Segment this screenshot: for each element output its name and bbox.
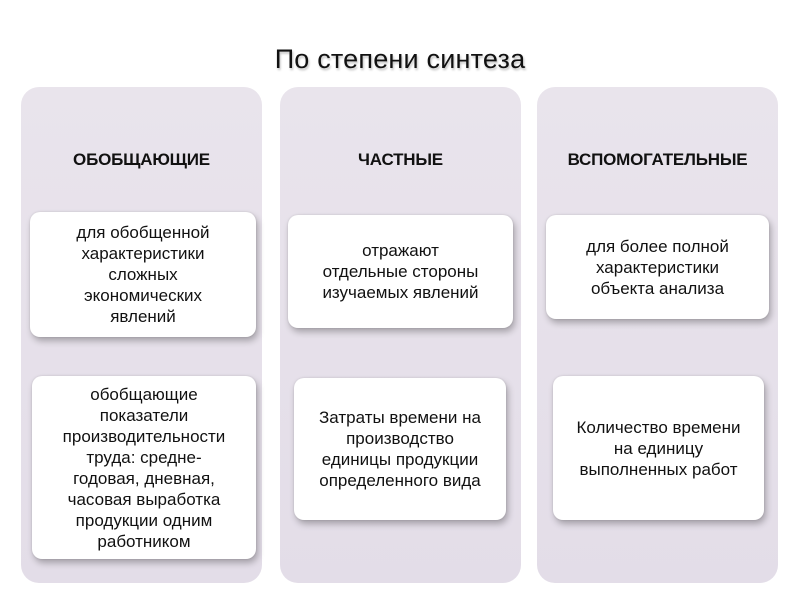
example-box (294, 378, 506, 520)
description-box (288, 215, 513, 328)
column-header: ЧАСТНЫЕ (358, 150, 443, 169)
example-box (32, 376, 256, 559)
description-text: для обобщенной характеристики сложных экономических явлений (76, 223, 210, 326)
column-generalizing (21, 87, 262, 583)
example-box (553, 376, 764, 520)
example-text: Количество времени на единицу выполненных работ (576, 417, 741, 479)
column-partial (280, 87, 521, 583)
slide-title: По степени синтеза (274, 44, 526, 74)
column-header: ОБОБЩАЮЩИЕ (73, 150, 210, 169)
description-box (546, 215, 769, 319)
description-box (30, 212, 256, 337)
description-text: отражают отдельные стороны изучаемых явлений (322, 241, 479, 302)
column-header: ВСПОМОГАТЕЛЬНЫЕ (567, 150, 748, 169)
description-text: для более полной характеристики объекта анализа (586, 236, 729, 298)
column-auxiliary (537, 87, 778, 583)
example-text: Затраты времени на производство единицы продукции определенного вида (319, 408, 481, 490)
example-text: обобщающие показатели производительности труда: средне- годовая, дневная, часовая выработка продукции одним работником (62, 384, 226, 551)
